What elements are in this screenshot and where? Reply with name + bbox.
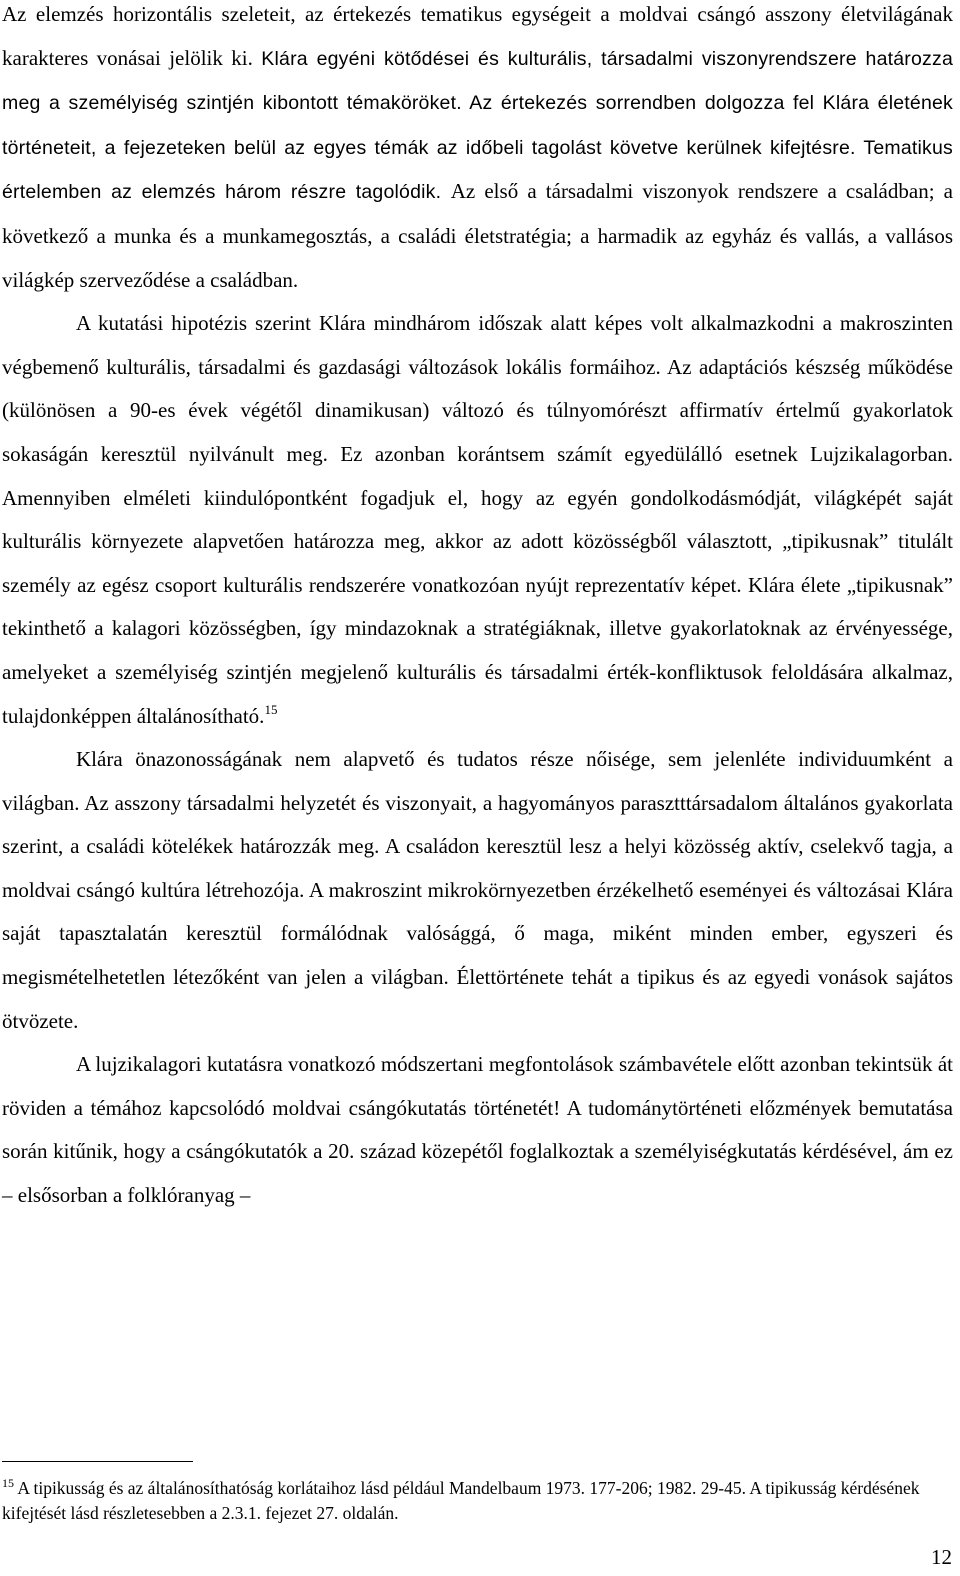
- footnote-reference[interactable]: 15: [264, 701, 278, 717]
- footnote-separator: [2, 1461, 193, 1462]
- footnote: [2, 1476, 953, 1526]
- paragraph-2-text: A kutatási hipotézis szerint Klára mindhárom időszak alatt képes volt alkalmazkodni a makroszinten végbemenő kulturális, társadalmi és gazdasági változások lokális formáihoz. Az adaptációs készség működése (különösen a 90-es évek végétől dinamikusan) változó és túlnyomórészt affirmatív értelmű gyakorlatok sokaságán keresztül nyilvánult meg. Ez azonban korántsem számít egyedülálló esetnek Lujzikalagorban. Amennyiben elméleti kiindulópontként fogadjuk el, hogy az egyén gondolkodásmódját, világképét saját kulturális környezete alapvetően határozza meg, akkor az adott közösségből választott, „tipikusnak” titulált személy az egész csoport kulturális rendszerére vonatkozóan nyújt reprezentatív képet. Klára élete „tipikusnak” tekinthető a kalagori közösségben, így mindazoknak a stratégiáknak, illetve gyakorlatoknak az érvényessége, amelyeket a személyiség szintjén megjelenő kulturális és társadalmi érték-konfliktusok feloldására alkalmaz, tulajdonképpen általánosítható.: [2, 311, 953, 728]
- paragraph-4: [2, 1043, 953, 1217]
- paragraph-1: [2, 0, 953, 302]
- paragraph-1-part-2: Klára egyéni kötődései és kulturális, társadalmi viszonyrendszere határozza meg a személyiség szintjén kibontott témaköröket. Az értekezés sorrendben dolgozza fel Klára életének történeteit, a fejezeteken belül az egyes témák az időbeli tagolást követve kerülnek kifejtésre. Tematikus értelemben az elemzés három részre tagolódik.: [2, 47, 953, 204]
- document-page: [2, 0, 953, 1218]
- footnote-number: 15: [2, 1476, 14, 1490]
- paragraph-2: [2, 302, 953, 738]
- footnote-text: A tipikusság és az általánosíthatóság korlátaihoz lásd például Mandelbaum 1973. 177-206; 1982. 29-45. A tipikusság kérdésének kifejtését lásd részletesebben a 2.3.1. fejezet 27. oldalán.: [2, 1478, 920, 1523]
- paragraph-1-part-1: Az elemzés horizontális szeleteit, az értekezés tematikus egységeit a moldvai csángó asszony életvilágának karakteres vonásai jelölik ki.: [2, 2, 953, 70]
- paragraph-3: [2, 738, 953, 1043]
- paragraph-4-text: A lujzikalagori kutatásra vonatkozó módszertani megfontolások számbavétele előtt azonban tekintsük át röviden a témához kapcsolódó moldvai csángókutatás történetét! A tudománytörténeti előzmények bemutatása során kitűnik, hogy a csángókutatók a 20. század közepétől foglalkoztak a személyiségkutatás kérdésével, ám ez – elsősorban a folklóranyag –: [2, 1052, 953, 1208]
- paragraph-1-part-3: Az első a társadalmi viszonyok rendszere a családban; a következő a munka és a munkamegosztás, a családi életstratégia; a harmadik az egyház és vallás, a vallásos világkép szerveződése a családban.: [2, 179, 953, 292]
- paragraph-3-text: Klára önazonosságának nem alapvető és tudatos része nőisége, sem jelenléte individuumként a világban. Az asszony társadalmi helyzetét és viszonyait, a hagyományos parasztttársadalom általános gyakorlata szerint, a családi kötelékek határozzák meg. A családon keresztül lesz a helyi közösség aktív, cselekvő tagja, a moldvai csángó kultúra létrehozója. A makroszint mikrokörnyezetben érzékelhető eseményei és változásai Klára saját tapasztalatán keresztül formálódnak valósággá, ő maga, miként minden ember, egyszeri és megismételhetetlen létezőként van jelen a világban. Élettörténete tehát a tipikus és az egyedi vonások sajátos ötvözete.: [2, 747, 953, 1033]
- page-number: 12: [931, 1545, 952, 1569]
